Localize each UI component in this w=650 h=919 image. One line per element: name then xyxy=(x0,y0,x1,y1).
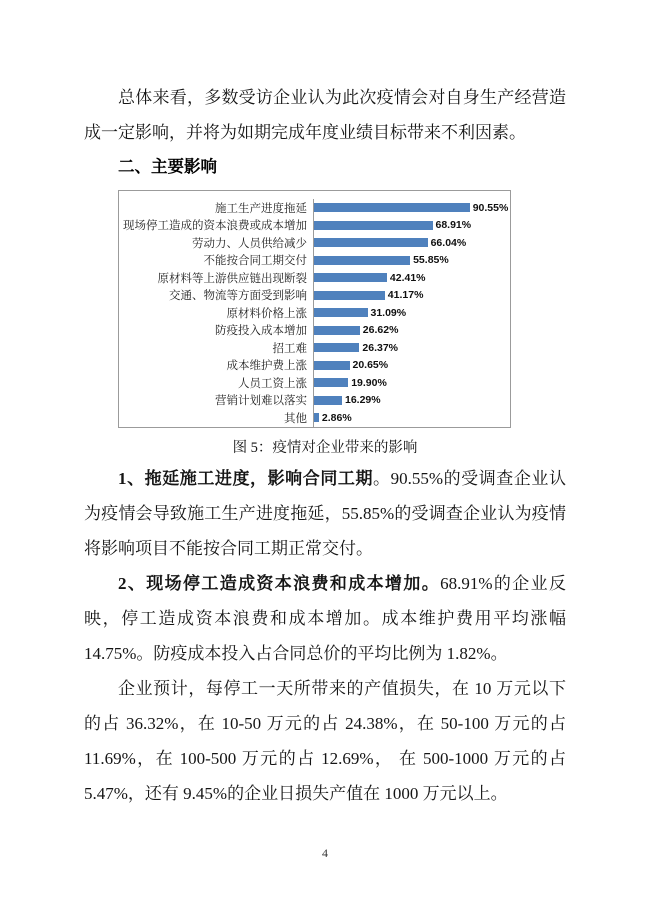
chart-bar xyxy=(314,256,410,265)
chart-value-label: 66.04% xyxy=(430,236,467,249)
paragraph-1-text: 。90.55%的受调查企业认为疫情会导致施工生产进度拖延，55.85%的受调查企业认为疫情将影响项目不能按合同工期正常交付。 xyxy=(84,469,566,558)
chart-bar xyxy=(314,221,433,230)
paragraph-2-bold-lead: 2、现场停工造成资本浪费和成本增加。 xyxy=(118,574,441,593)
paragraph-1-bold-lead: 1、拖延施工进度，影响合同工期 xyxy=(118,469,374,488)
paragraph-2 xyxy=(84,566,566,671)
chart-value-label: 19.90% xyxy=(351,376,387,389)
chart-value-label: 68.91% xyxy=(435,219,472,232)
chart-row xyxy=(119,252,510,270)
chart-value-label: 16.29% xyxy=(345,394,381,407)
chart-value-label: 41.17% xyxy=(387,289,424,302)
chart-value-label: 90.55% xyxy=(472,201,509,214)
chart-row xyxy=(119,199,510,217)
chart-row xyxy=(119,392,510,410)
chart-plot-area xyxy=(313,409,510,427)
chart-plot-area xyxy=(313,269,510,287)
page-number: 4 xyxy=(322,846,328,860)
chart-row xyxy=(119,234,510,252)
chart-category-label: 营销计划难以落实 xyxy=(215,395,307,408)
chart-bar xyxy=(314,238,428,247)
chart-category-label: 劳动力、人员供给减少 xyxy=(192,237,307,250)
paragraph-3-text: 企业预计，每停工一天所带来的产值损失，在 10 万元以下的占 36.32%，在 10-50 万元的占 24.38%，在 50-100 万元的占 11.69%，在 100-500 万元的占 12.69%， 在 500-1000 万元的占 5.47%，还有 9.45%的企业日损失产值在 1000 万元以上。 xyxy=(84,679,566,803)
chart-category-label: 成本维护费上涨 xyxy=(226,360,307,373)
chart-category-label: 其他 xyxy=(284,412,307,425)
chart-value-label: 26.62% xyxy=(362,324,399,337)
intro-paragraph xyxy=(84,80,566,150)
bar-chart xyxy=(118,190,511,428)
chart-row xyxy=(119,409,510,427)
chart-row xyxy=(119,217,510,235)
chart-row xyxy=(119,357,510,375)
chart-rows xyxy=(119,199,510,427)
chart-bar xyxy=(314,378,348,387)
chart-plot-area xyxy=(313,287,510,305)
chart-category-label: 现场停工造成的资本浪费或成本增加 xyxy=(123,220,307,233)
chart-plot-area xyxy=(313,217,510,235)
chart-value-label: 55.85% xyxy=(413,254,449,267)
chart-plot-area xyxy=(313,374,510,392)
chart-row xyxy=(119,339,510,357)
chart-plot-area xyxy=(313,392,510,410)
paragraph-1 xyxy=(84,461,566,566)
chart-bar xyxy=(314,326,360,335)
chart-value-label: 26.37% xyxy=(362,341,399,354)
chart-category-label: 招工难 xyxy=(272,342,307,355)
chart-bar xyxy=(314,203,470,212)
chart-row xyxy=(119,287,510,305)
chart-category-label: 原材料价格上涨 xyxy=(226,307,307,320)
chart-category-label: 原材料等上游供应链出现断裂 xyxy=(157,272,307,285)
chart-bar xyxy=(314,308,368,317)
intro-text: 总体来看，多数受访企业认为此次疫情会对自身生产经营造成一定影响，并将为如期完成年度业绩目标带来不利因素。 xyxy=(84,88,566,142)
chart-row xyxy=(119,304,510,322)
chart-plot-area xyxy=(313,199,510,217)
chart-row xyxy=(119,322,510,340)
figure-caption: 图 5：疫情对企业带来的影响 xyxy=(232,440,418,456)
chart-plot-area xyxy=(313,322,510,340)
chart-value-label: 2.86% xyxy=(321,411,352,424)
chart-plot-area xyxy=(313,304,510,322)
section-heading: 二、主要影响 xyxy=(118,158,217,176)
chart-plot-area xyxy=(313,234,510,252)
chart-value-label: 31.09% xyxy=(370,306,407,319)
chart-bar xyxy=(314,396,342,405)
chart-plot-area xyxy=(313,252,510,270)
chart-category-label: 交通、物流等方面受到影响 xyxy=(169,290,307,303)
chart-plot-area xyxy=(313,339,510,357)
chart-category-label: 施工生产进度拖延 xyxy=(215,202,307,215)
chart-category-label: 不能按合同工期交付 xyxy=(203,255,307,268)
chart-row xyxy=(119,269,510,287)
paragraph-3 xyxy=(84,671,566,811)
chart-bar xyxy=(314,343,359,352)
chart-bar xyxy=(314,361,350,370)
chart-plot-area xyxy=(313,357,510,375)
chart-value-label: 42.41% xyxy=(389,271,426,284)
chart-row xyxy=(119,374,510,392)
chart-bar xyxy=(314,291,385,300)
chart-category-label: 人员工资上涨 xyxy=(238,377,307,390)
chart-bar xyxy=(314,273,387,282)
chart-category-label: 防疫投入成本增加 xyxy=(215,325,307,338)
paragraph-2-text: 68.91%的企业反映，停工造成资本浪费和成本增加。成本维护费用平均涨幅 14.75%。防疫成本投入占合同总价的平均比例为 1.82%。 xyxy=(84,574,566,663)
chart-bar xyxy=(314,413,319,422)
chart-value-label: 20.65% xyxy=(352,359,389,372)
